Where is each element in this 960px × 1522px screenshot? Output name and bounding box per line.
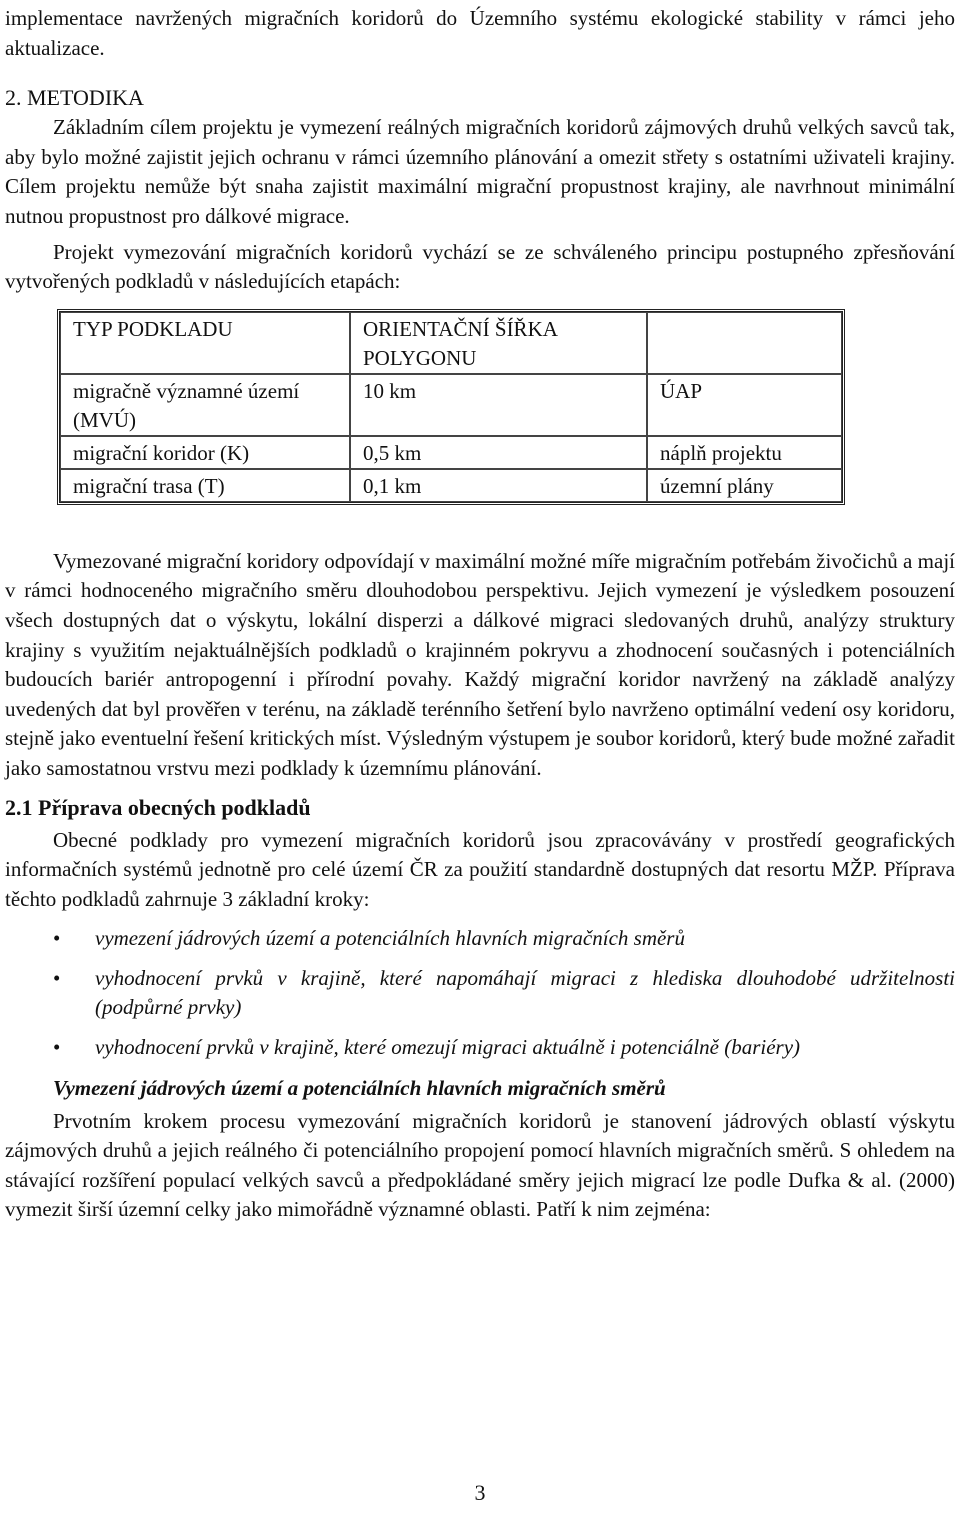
jadrova-uzemi-paragraph: Prvotním krokem procesu vymezování migračních koridorů je stanovení jádrových oblastí výskytu zájmových druhů a jejich reálného či potenciálního propojení pomocí hlavních migračních směrů. S ohledem na stávající rozšíření populací velkých savců a předpokládané směry jejich migrací lze podle Dufka & al. (2000) vymezit širší územní celky jako mimořádně významné oblasti. Patří k nim zejména: bbox=[5, 1108, 955, 1222]
table-cell: 10 km bbox=[350, 374, 647, 436]
bullet-icon: • bbox=[53, 926, 61, 951]
metodika-paragraph-2: Projekt vymezování migračních koridorů vychází se ze schváleného principu postupného zpřesňování vytvořených podkladů v následujících etapách: bbox=[5, 239, 955, 294]
table-header-row bbox=[60, 312, 842, 374]
kroky-list bbox=[5, 924, 955, 1062]
section-heading-metodika: 2. METODIKA bbox=[5, 85, 144, 111]
table-row bbox=[60, 469, 842, 502]
priprava-paragraph: Obecné podklady pro vymezení migračních koridorů jsou zpracovávány v prostředí geografických informačních systémů jednotně pro celé území ČR za použití standardně dostupných dat resortu MŽP. Příprava těchto podkladů zahrnuje 3 základní kroky: bbox=[5, 827, 955, 911]
spacer bbox=[5, 505, 955, 547]
table-cell: migrační trasa (T) bbox=[60, 469, 350, 502]
table-header-cell: TYP PODKLADU bbox=[60, 312, 350, 374]
table-cell: migračně významné území (MVÚ) bbox=[60, 374, 350, 436]
list-item bbox=[5, 964, 955, 1023]
list-item bbox=[5, 1033, 955, 1063]
list-item bbox=[5, 924, 955, 954]
bullet-icon: • bbox=[53, 965, 61, 990]
table-header-cell: ORIENTAČNÍ ŠÍŘKA POLYGONU bbox=[350, 312, 647, 374]
table-cell: ÚAP bbox=[647, 374, 842, 436]
subsection-heading: Vymezení jádrových území a potenciálních hlavních migračních směrů bbox=[53, 1075, 666, 1100]
metodika-paragraph-1: Základním cílem projektu je vymezení reálných migračních koridorů zájmových druhů velkých savců tak, aby bylo možné zajistit jejich ochranu v rámci územního plánování a omezit střety s ostatními uživateli krajiny. Cílem projektu nemůže být snaha zajistit maximální migrační propustnost krajiny, ale navrhnout minimální nutnou propustnost pro dálkové migrace. bbox=[5, 115, 955, 228]
document-page bbox=[5, 4, 955, 1225]
intro-continuation-paragraph: implementace navržených migračních koridorů do Územního systému ekologické stability v rámci jeho aktualizace. bbox=[5, 6, 955, 60]
list-item-text: vyhodnocení prvků v krajině, které omezují migraci aktuálně i potenciálně (bariéry) bbox=[95, 1035, 801, 1060]
table-cell: územní plány bbox=[647, 469, 842, 502]
table-cell: 0,5 km bbox=[350, 436, 647, 469]
list-item-text: vyhodnocení prvků v krajině, které napomáhají migraci z hlediska dlouhodobé udržitelnosti (podpůrné prvky) bbox=[95, 965, 955, 1020]
etapy-table bbox=[57, 309, 845, 505]
table-header-cell bbox=[647, 312, 842, 374]
table-row bbox=[60, 374, 842, 436]
section-heading-priprava: 2.1 Příprava obecných podkladů bbox=[5, 794, 311, 820]
koridory-paragraph: Vymezované migrační koridory odpovídají v maximální možné míře migračním potřebám živočichů a mají v rámci hodnoceného migračního směru dlouhodobou perspektivu. Jejich vymezení je výsledkem posouzení všech dostupných dat o výskytu, lokální disperzi a dálkové migraci sledovaných druhů, analýzy struktury krajiny s využitím nejaktuálnějších podkladů o krajinném pokryvu a zhodnocení současných i potenciálních budoucích bariér antropogenní i přírodní povahy. Každý migrační koridor navržený na základě analýzy uvedených dat byl prověřen v terénu, na základě terénního šetření bylo navrženo optimální vedení osy koridoru, stejně jako eventuelní řešení kritických míst. Výsledným výstupem je soubor koridorů, který bude možné zařadit jako samostatnou vrstvu mezi podklady k územnímu plánování. bbox=[5, 548, 955, 780]
table-cell: náplň projektu bbox=[647, 436, 842, 469]
page-number: 3 bbox=[474, 1480, 486, 1505]
etapy-table-wrapper bbox=[57, 309, 845, 505]
table-row bbox=[60, 436, 842, 469]
list-item-text: vymezení jádrových území a potenciálních hlavních migračních směrů bbox=[95, 926, 685, 951]
table-cell: migrační koridor (K) bbox=[60, 436, 350, 469]
table-cell: 0,1 km bbox=[350, 469, 647, 502]
bullet-icon: • bbox=[53, 1035, 61, 1060]
